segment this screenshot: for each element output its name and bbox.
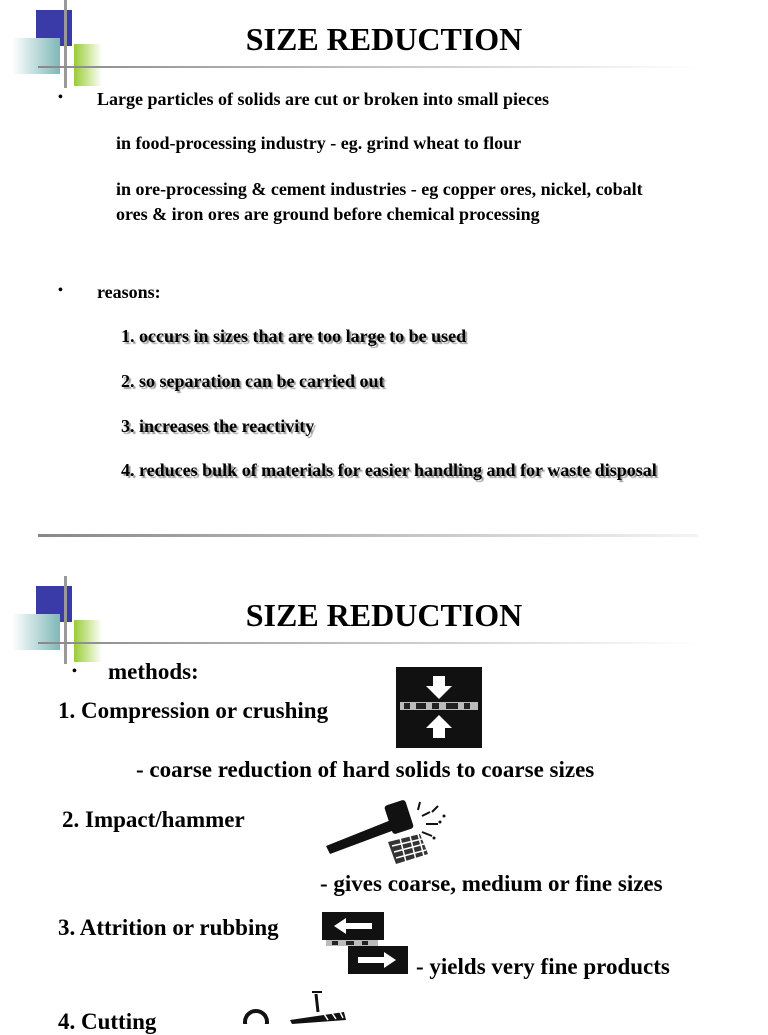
method-impact: 2. Impact/hammer xyxy=(62,807,245,832)
methods-label: methods: xyxy=(108,659,199,684)
page-title: SIZE REDUCTION xyxy=(245,597,523,633)
bullet-mark: • xyxy=(58,283,63,298)
reason-item: 3. increases the reactivity xyxy=(121,416,315,436)
example-ore-line2: ores & iron ores are ground before chemical processing xyxy=(116,204,540,224)
hammer-impact-icon xyxy=(322,794,454,866)
attrition-arrows-icon xyxy=(322,912,408,976)
bullet-mark: • xyxy=(58,90,63,105)
method-cutting: 4. Cutting xyxy=(58,1009,157,1034)
reason-item: 4. reduces bulk of materials for easier handling and for waste disposal xyxy=(121,460,657,480)
example-ore-line1: in ore-processing & cement industries - eg copper ores, nickel, cobalt xyxy=(116,179,643,199)
cutting-tool-icon xyxy=(240,990,350,1024)
example-food: in food-processing industry - eg. grind wheat to flour xyxy=(116,133,522,153)
reasons-label: reasons: xyxy=(97,282,161,302)
reason-item: 1. occurs in sizes that are too large to be used xyxy=(121,326,467,346)
title-rule xyxy=(38,642,698,644)
method-impact-note: - gives coarse, medium or fine sizes xyxy=(320,871,663,896)
method-compression: 1. Compression or crushing xyxy=(58,698,329,723)
method-compression-note: - coarse reduction of hard solids to coarse sizes xyxy=(136,757,595,782)
bullet-mark: • xyxy=(72,664,77,679)
reason-item: 2. so separation can be carried out xyxy=(121,371,385,391)
slide-divider xyxy=(38,534,698,537)
page-title: SIZE REDUCTION xyxy=(245,21,523,57)
compression-diagram-icon xyxy=(396,667,482,748)
title-rule xyxy=(38,66,698,68)
intro-text: Large particles of solids are cut or broken into small pieces xyxy=(97,89,549,109)
method-attrition: 3. Attrition or rubbing xyxy=(58,915,279,940)
method-attrition-note: - yields very fine products xyxy=(416,954,670,979)
